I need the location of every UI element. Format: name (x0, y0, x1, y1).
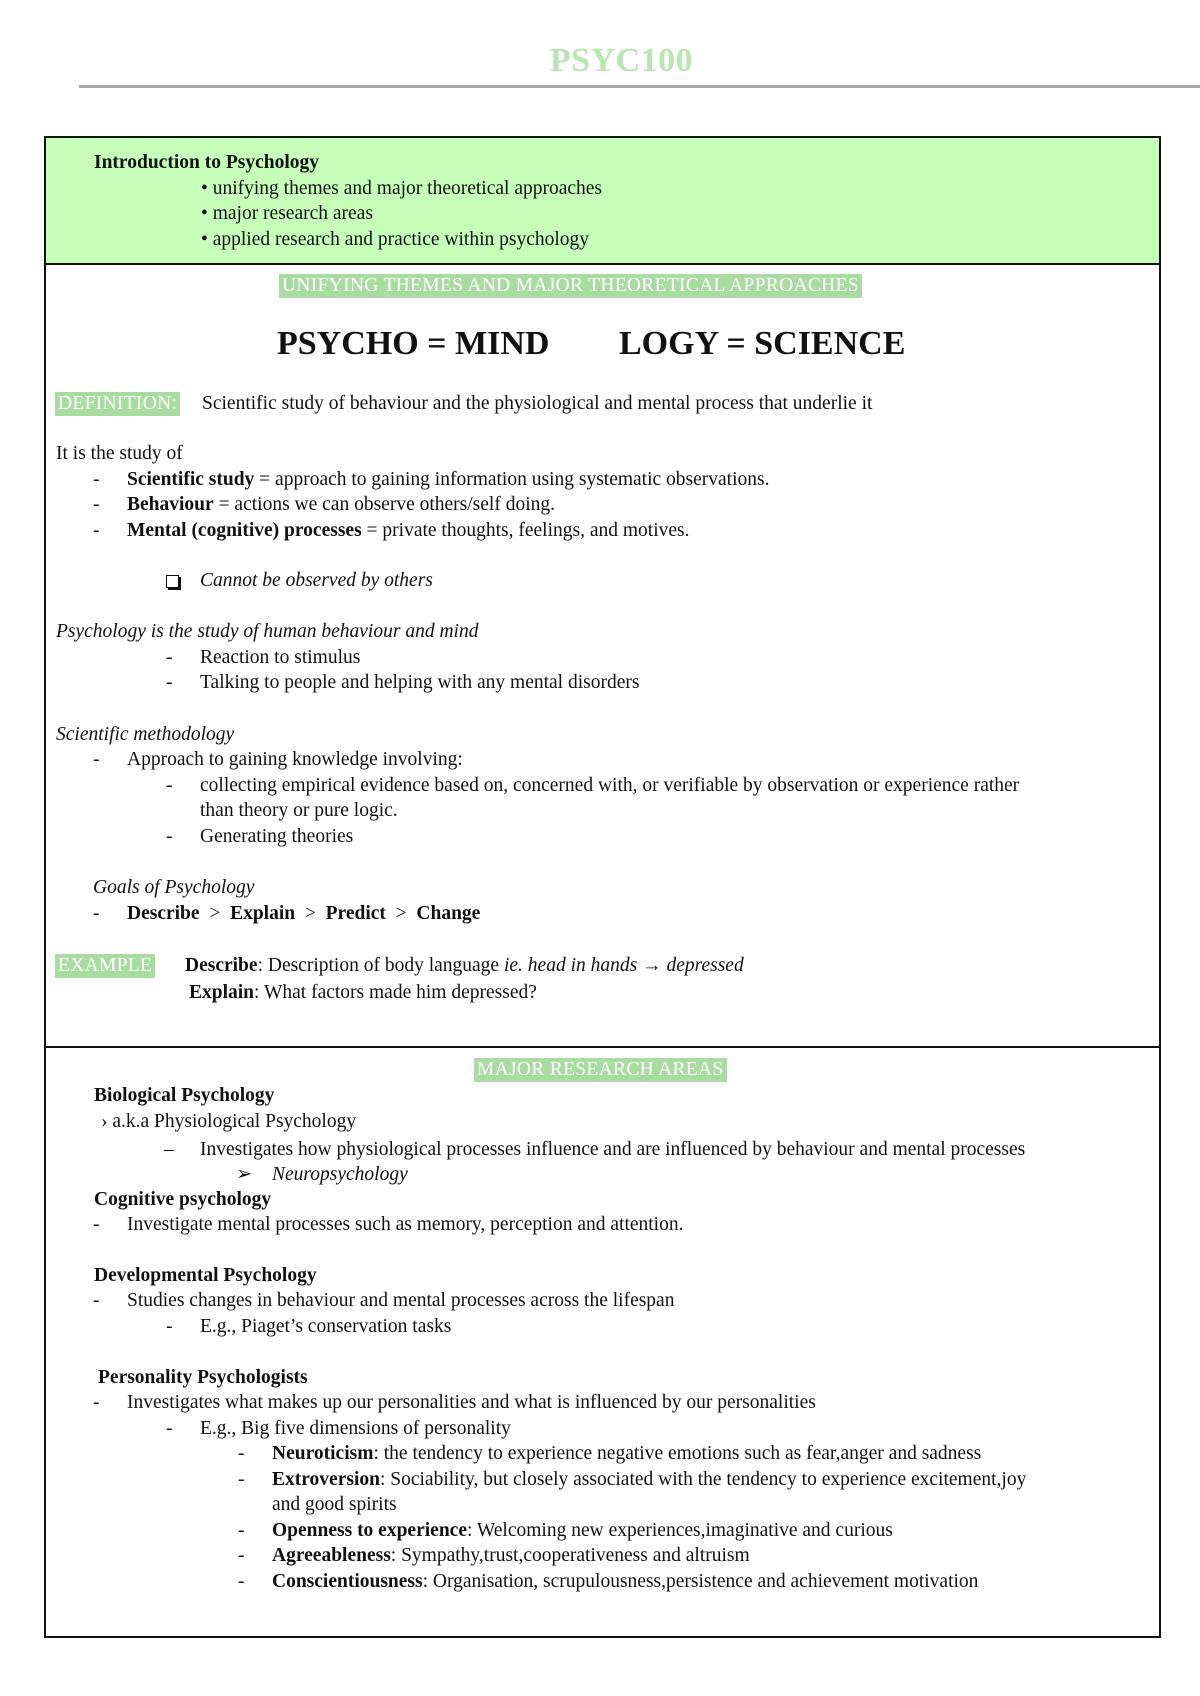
intro-title: Introduction to Psychology (94, 152, 319, 173)
bio-aka: › a.k.a Physiological Psychology (101, 1111, 357, 1132)
trait-item: Neuroticism: the tendency to experience negative emotions such as fear,anger and sadness (272, 1443, 982, 1464)
bio-item: Investigates how physiological processes influence and are influenced by behaviour and mental processes (200, 1139, 1026, 1160)
method-subitem: Generating theories (200, 826, 354, 847)
intro-bullet: • major research areas (201, 203, 373, 224)
dash-bullet: - (238, 1520, 245, 1541)
example-tag: EXAMPLE (55, 954, 155, 978)
intro-box (46, 138, 1159, 265)
pers-title: Personality Psychologists (98, 1367, 308, 1388)
dev-item: Studies changes in behaviour and mental processes across the lifespan (127, 1290, 675, 1311)
example-explain: Explain: What factors made him depressed? (189, 982, 537, 1003)
cog-item: Investigate mental processes such as memory, perception and attention. (127, 1214, 684, 1235)
dash-bullet: - (93, 494, 100, 515)
cannot-observe-note: Cannot be observed by others (200, 570, 433, 591)
dash-bullet: - (238, 1545, 245, 1566)
checkbox-bullet-icon (166, 575, 179, 588)
dash-bullet: - (93, 520, 100, 541)
dash-bullet: - (238, 1571, 245, 1592)
logy-science-heading: LOGY = SCIENCE (619, 325, 906, 362)
study-item: Behaviour = actions we can observe others/self doing. (127, 494, 556, 515)
study-intro: It is the study of (56, 443, 183, 464)
dash-bullet: - (93, 1214, 100, 1235)
goals-title: Goals of Psychology (93, 877, 255, 898)
method-item: Approach to gaining knowledge involving: (127, 749, 463, 770)
section-heading-research: MAJOR RESEARCH AREAS (474, 1058, 727, 1082)
trait-item: Agreeableness: Sympathy,trust,cooperativeness and altruism (272, 1545, 750, 1566)
psych-study-item: Talking to people and helping with any mental disorders (200, 672, 640, 693)
intro-bullet: • unifying themes and major theoretical approaches (201, 178, 603, 199)
header-rule (79, 85, 1200, 88)
page-title: PSYC100 (549, 42, 694, 79)
dash-bullet: - (93, 903, 100, 924)
study-item: Scientific study = approach to gaining information using systematic observations. (127, 469, 770, 490)
dash-bullet: - (238, 1443, 245, 1464)
trait-item-cont: and good spirits (272, 1494, 397, 1515)
definition-tag: DEFINITION: (55, 392, 180, 416)
dash-bullet: - (238, 1469, 245, 1490)
cog-title: Cognitive psychology (94, 1189, 272, 1210)
example-describe: Describe: Description of body language ie. head in hands → depressed (185, 955, 744, 976)
dash-bullet: - (166, 1316, 173, 1337)
psych-study-item: Reaction to stimulus (200, 647, 361, 668)
dash-bullet: - (93, 749, 100, 770)
section-divider (46, 1046, 1159, 1048)
trait-item: Conscientiousness: Organisation, scrupulousness,persistence and achievement motivation (272, 1571, 979, 1592)
intro-bullet: • applied research and practice within psychology (201, 229, 590, 250)
dash-bullet: - (166, 775, 173, 796)
dash-bullet: - (166, 647, 173, 668)
trait-item: Openness to experience: Welcoming new experiences,imaginative and curious (272, 1520, 893, 1541)
bio-title: Biological Psychology (94, 1085, 275, 1106)
dash-bullet: - (166, 1418, 173, 1439)
psych-study-title: Psychology is the study of human behaviour and mind (56, 621, 479, 642)
dev-title: Developmental Psychology (94, 1265, 317, 1286)
pers-subitem: E.g., Big five dimensions of personality (200, 1418, 511, 1439)
dev-subitem: E.g., Piaget’s conservation tasks (200, 1316, 452, 1337)
bio-subitem: Neuropsychology (272, 1164, 408, 1185)
method-subitem-cont: than theory or pure logic. (200, 800, 398, 821)
dash-bullet: – (164, 1139, 174, 1160)
dash-bullet: - (166, 672, 173, 693)
dash-bullet: - (93, 1290, 100, 1311)
pers-item: Investigates what makes up our personalities and what is influenced by our personalities (127, 1392, 816, 1413)
dash-bullet: - (166, 826, 173, 847)
method-subitem: collecting empirical evidence based on, concerned with, or verifiable by observation or experience rather (200, 775, 1020, 796)
section-heading-themes: UNIFYING THEMES AND MAJOR THEORETICAL APPROACHES (279, 274, 862, 298)
study-item: Mental (cognitive) processes = private thoughts, feelings, and motives. (127, 520, 690, 541)
psycho-mind-heading: PSYCHO = MIND (277, 325, 550, 362)
dash-bullet: - (93, 469, 100, 490)
method-title: Scientific methodology (56, 724, 235, 745)
trait-item: Extroversion: Sociability, but closely associated with the tendency to experience excitement,joy (272, 1469, 1027, 1490)
notes-frame (44, 136, 1161, 1638)
dash-bullet: - (93, 1392, 100, 1413)
definition-text: Scientific study of behaviour and the physiological and mental process that underlie it (202, 393, 873, 414)
goals-steps: Describe > Explain > Predict > Change (127, 903, 481, 924)
arrow-bullet-icon: ➢ (236, 1164, 253, 1185)
